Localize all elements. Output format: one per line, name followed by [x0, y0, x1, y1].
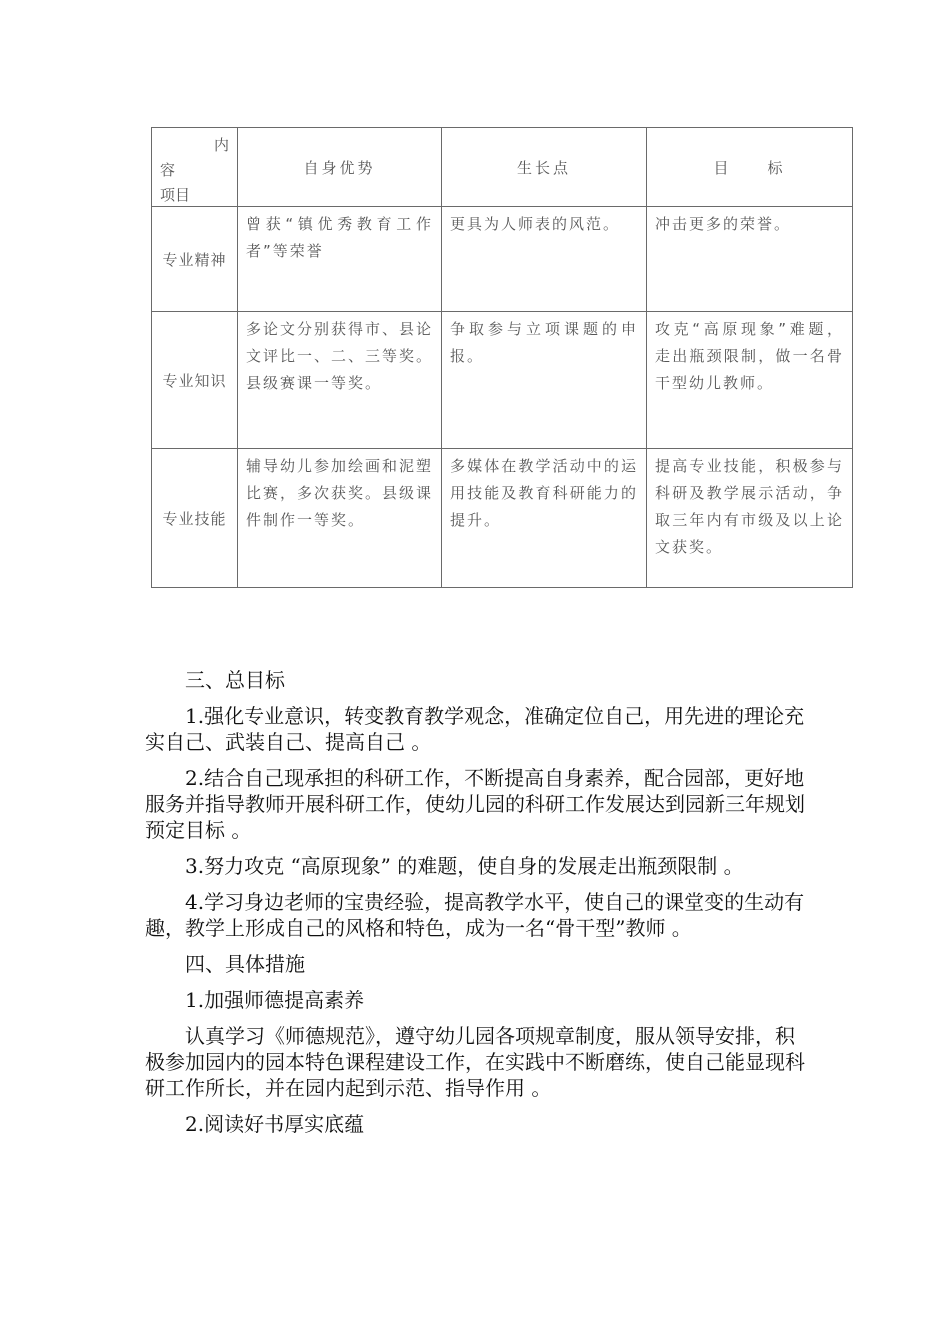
body-text	[145, 667, 810, 1147]
header-strength: 自身优势	[238, 128, 442, 207]
strength-cell	[238, 449, 442, 588]
strength-cell	[238, 312, 442, 449]
goal-cell: 提高专业技能，积极参与科研及教学展示活动，争取三年内有市级及以上论文获奖。	[647, 449, 853, 588]
goal-item: 4.学习身边老师的宝贵经验，提高教学水平，使自己的课堂变的生动有趣，教学上形成自己的风格和特色，成为一名“骨干型”教师 。	[145, 890, 805, 940]
corner-label-content: 内	[213, 136, 229, 154]
corner-cell	[152, 128, 238, 207]
growth-cell: 争取参与立项课题的申报。	[442, 312, 647, 449]
corner-label-item: 项目	[160, 186, 191, 204]
row-label: 专业精神	[152, 207, 238, 312]
strength-text: 县级赛课一等奖。	[246, 374, 383, 392]
goal-item: 2.结合自己现承担的科研工作，不断提高自身素养，配合园部，更好地服务并指导教师开展科研工作，使幼儿园的科研工作发展达到园新三年规划预定目标 。	[145, 766, 805, 842]
strength-cell	[238, 207, 442, 312]
goal-cell: 攻克“高原现象”难题，走出瓶颈限制，做一名骨干型幼儿教师。	[647, 312, 853, 449]
table-row	[152, 312, 853, 449]
goal-cell: 冲击更多的荣誉。	[647, 207, 853, 312]
goal-item: 1.强化专业意识，转变教育教学观念，准确定位自己，用先进的理论充实自己、武装自己、提高自己 。	[145, 704, 805, 754]
subsection-heading: 2.阅读好书厚实底蕴	[185, 1112, 365, 1136]
strength-text: 辅导幼儿参加绘画和泥塑比赛，多次获奖。县级课件制作一等奖。	[246, 457, 434, 529]
section-heading: 三、总目标	[185, 668, 285, 692]
header-goal: 目 标	[647, 128, 853, 207]
subsection-heading: 1.加强师德提高素养	[185, 988, 365, 1012]
goal-item: 3.努力攻克 “高原现象” 的难题，使自身的发展走出瓶颈限制 。	[185, 854, 744, 878]
header-growth: 生长点	[442, 128, 647, 207]
row-label: 专业知识	[152, 312, 238, 449]
development-plan-table	[151, 127, 853, 588]
corner-label-content-2: 容	[160, 161, 176, 179]
section-heading: 四、具体措施	[185, 952, 305, 976]
measure-paragraph: 认真学习《师德规范》，遵守幼儿园各项规章制度，服从领导安排，积极参加园内的园本特色课程建设工作，在实践中不断磨练，使自己能显现科研工作所长，并在园内起到示范、指导作用 。	[145, 1024, 805, 1100]
strength-text: 多论文分别获得市、县论文评比一、二、三等奖。	[246, 320, 434, 365]
growth-cell: 更具为人师表的风范。	[442, 207, 647, 312]
strength-text: 曾获“镇优秀教育工作者”等荣誉	[246, 215, 433, 260]
row-label: 专业技能	[152, 449, 238, 588]
table-header-row	[152, 128, 853, 207]
growth-cell: 多媒体在教学活动中的运用技能及教育科研能力的提升。	[442, 449, 647, 588]
table-row	[152, 207, 853, 312]
table-row	[152, 449, 853, 588]
